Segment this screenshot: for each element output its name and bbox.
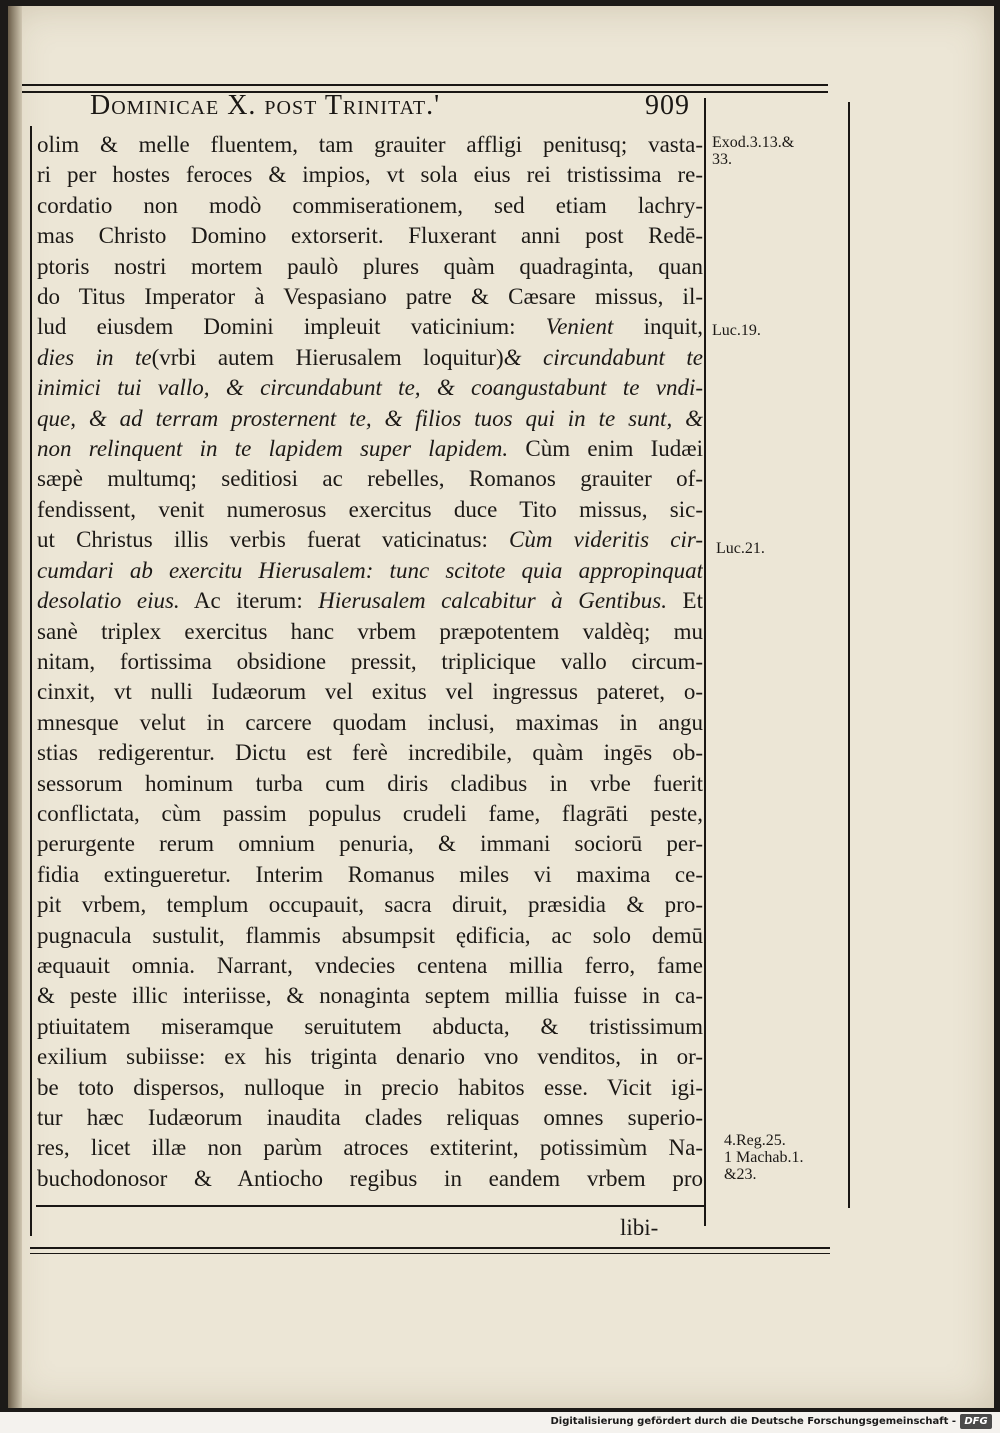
- bottom-rule-lower: [30, 1253, 830, 1254]
- text-line: [37, 191, 703, 221]
- text-line: [37, 130, 703, 160]
- page-gutter-edge: [8, 6, 22, 1408]
- text-span: be toto dispersos, nulloque in precio habitos esse. Vicit igi-: [37, 1074, 703, 1100]
- page-number: 909: [645, 90, 690, 121]
- text-line: [37, 708, 703, 738]
- italic-span: & circundabunt te: [503, 344, 703, 370]
- text-line: [37, 556, 703, 586]
- text-line: [37, 981, 703, 1011]
- margin-note: 4.Reg.25. 1 Machab.1. &23.: [724, 1132, 804, 1183]
- margin-note: Exod.3.13.& 33.: [712, 134, 795, 168]
- text-line: [37, 404, 703, 434]
- text-span: lud eiusdem Domini impleuit vaticinium:: [37, 314, 546, 340]
- text-span: Et: [667, 588, 703, 614]
- text-span: res, licet illæ non parùm atroces extiterint, potissimùm Na-: [37, 1135, 703, 1161]
- bottom-rule: [30, 1247, 830, 1249]
- text-span: pit vrbem, templum occupauit, sacra diruit, præsidia & pro-: [37, 892, 703, 918]
- text-span: perurgente rerum omnium penuria, & immani sociorū per-: [37, 831, 703, 857]
- text-span: tur hæc Iudæorum inaudita clades reliquas omnes superio-: [37, 1105, 703, 1130]
- top-rule: [22, 84, 828, 86]
- text-span: ptiuitatem miseramque seruitutem abducta, & tristissimum: [37, 1013, 703, 1039]
- text-span: buchodonosor & Antiocho regibus in eandem vrbem pro: [37, 1165, 703, 1191]
- text-line: [37, 1073, 703, 1103]
- running-head-title: Dominicae X. post Trinitat.: [90, 90, 435, 121]
- text-line: [37, 586, 703, 616]
- italic-span: Venient: [545, 314, 614, 340]
- text-span: ptoris nostri mortem paulò plures quàm quadraginta, quan: [37, 253, 703, 279]
- text-span: exilium subiisse: ex his triginta denario vno venditos, in or-: [37, 1044, 703, 1070]
- text-span: mnesque velut in carcere quodam inclusi, maximas in angu: [37, 709, 703, 735]
- italic-span: non relinquent in te lapidem super lapidem.: [37, 436, 509, 462]
- text-line: [37, 282, 703, 312]
- text-span: sessorum hominum turba cum diris cladibus in vrbe fuerit: [37, 770, 703, 796]
- text-span: (vrbi autem Hierusalem loquitur): [151, 344, 504, 370]
- text-line: [37, 829, 703, 859]
- catchword: libi-: [620, 1215, 659, 1240]
- text-line: [37, 677, 703, 707]
- text-line: [37, 160, 703, 190]
- text-span: mas Christo Domino extorserit. Fluxerant anni post Redē-: [37, 223, 703, 249]
- text-span: Ac iterum:: [179, 588, 319, 614]
- text-span: Cùm enim Iudæi: [508, 436, 703, 462]
- text-span: cordatio non modò commiserationem, sed etiam lachry-: [37, 192, 703, 218]
- funding-credit: Digitalisierung gefördert durch die Deutsche Forschungsgemeinschaft -: [550, 1416, 956, 1427]
- text-line: [37, 1042, 703, 1072]
- text-span: conflictata, cùm passim populus crudeli fame, flagrāti peste,: [37, 800, 703, 826]
- text-line: [37, 860, 703, 890]
- body-text: [37, 130, 703, 1194]
- text-span: stias redigerentur. Dictu est ferè incredibile, quàm ingēs ob-: [37, 740, 703, 766]
- text-line: [37, 343, 703, 373]
- text-span: sanè triplex exercitus hanc vrbem præpotentem valdèq; mu: [37, 618, 703, 644]
- margin-note: Luc.19.: [712, 322, 761, 339]
- text-line: [37, 738, 703, 768]
- text-span: fidia extingueretur. Interim Romanus miles vi maxima ce-: [37, 861, 703, 887]
- running-head-mark: ': [434, 90, 441, 121]
- text-line: [37, 1012, 703, 1042]
- text-line: [37, 951, 703, 981]
- italic-span: desolatio eius.: [37, 588, 180, 614]
- text-line: [37, 890, 703, 920]
- text-line: [37, 221, 703, 251]
- text-span: ri per hostes feroces & impios, vt sola eius rei tristissima re-: [37, 162, 703, 188]
- text-line: [37, 1103, 703, 1133]
- text-span: & peste illic interiisse, & nonaginta septem millia fuisse in ca-: [37, 983, 703, 1009]
- text-line: [37, 434, 703, 464]
- margin-note: Luc.21.: [716, 540, 765, 557]
- text-span: do Titus Imperator à Vespasiano patre & Cæsare missus, il-: [37, 284, 703, 310]
- text-line: [37, 495, 703, 525]
- text-frame-right: [704, 98, 706, 1226]
- italic-span: que, & ad terram prosternent te, & filios tuos qui in te sunt, &: [37, 405, 703, 431]
- italic-span: dies in te: [37, 344, 152, 370]
- italic-span: inimici tui vallo, & circundabunt te, & coangustabunt te vndi-: [37, 375, 703, 401]
- italic-span: cumdari ab exercitu Hierusalem: tunc scitote quia appropinquat: [37, 557, 703, 583]
- text-span: inquit,: [613, 314, 703, 340]
- text-span: ut Christus illis verbis fuerat vaticinatus:: [37, 527, 510, 553]
- italic-span: Cùm videritis cir-: [509, 527, 703, 553]
- text-line: [37, 373, 703, 403]
- text-line: [37, 1164, 703, 1194]
- text-line: [37, 525, 703, 555]
- text-span: fendissent, venit numerosus exercitus duce Tito missus, sic-: [37, 496, 703, 522]
- text-line: [37, 769, 703, 799]
- footer-bar: [0, 1412, 1000, 1433]
- text-line: [37, 464, 703, 494]
- text-span: nitam, fortissima obsidione pressit, triplicique vallo circum-: [37, 648, 703, 674]
- text-line: [37, 252, 703, 282]
- text-span: pugnacula sustulit, flammis absumpsit ędificia, ac solo demū: [37, 922, 703, 948]
- text-line: [37, 799, 703, 829]
- text-line: [37, 617, 703, 647]
- running-head: [90, 90, 690, 126]
- margin-frame-right: [848, 102, 850, 1208]
- dfg-logo: DFG: [960, 1414, 992, 1429]
- text-span: cinxit, vt nulli Iudæorum vel exitus vel ingressus pateret, o-: [37, 679, 703, 705]
- text-line: [37, 312, 703, 342]
- text-frame-bottom: [36, 1205, 706, 1207]
- text-span: sæpè multumq; seditiosi ac rebelles, Romanos grauiter of-: [37, 466, 703, 492]
- text-span: æquauit omnia. Narrant, vndecies centena millia ferro, fame: [37, 952, 703, 978]
- text-span: olim & melle fluentem, tam grauiter affligi penitusq; vasta-: [37, 132, 703, 157]
- text-line: [37, 921, 703, 951]
- text-line: [37, 1133, 703, 1163]
- italic-span: Hierusalem calcabitur à Gentibus.: [318, 588, 668, 614]
- text-line: [37, 647, 703, 677]
- text-frame-left: [30, 126, 32, 1236]
